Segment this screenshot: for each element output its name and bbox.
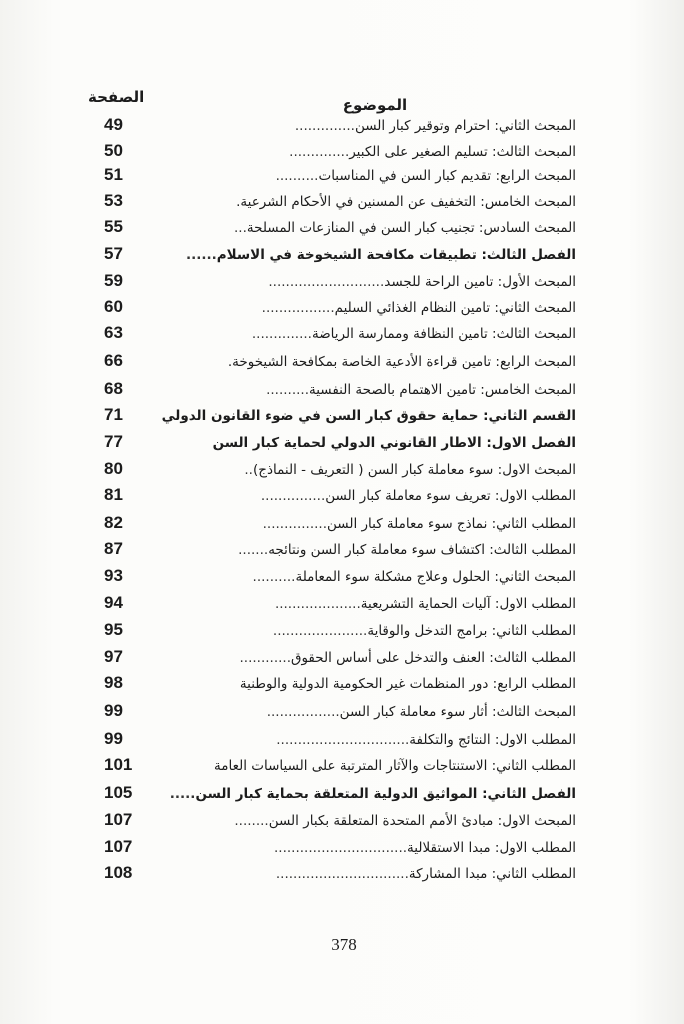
toc-entry-line [176,433,576,453]
toc-entry-page: 107 [104,837,133,856]
toc-entry-page: 107 [104,810,133,829]
toc-entry-title: المبحث الرابع: تامين قراءة الأدعية الخاصة بمكافحة الشيخوخة. [227,354,576,370]
toc-entry-leader-dots: ....... [238,542,269,558]
toc-entry [104,190,576,216]
toc-entry [104,484,576,510]
toc-entry [104,538,576,564]
toc-entry [104,164,576,190]
toc-entry-leader-dots: ................. [266,704,340,720]
toc-entry-line [176,486,576,506]
toc-entry [104,216,576,242]
toc-entry [104,431,576,457]
toc-entry-leader-dots: ............................... [275,866,409,882]
toc-entry-title: المبحث الاول: مبادئ الأمم المتحدة المتعلقة بكبار السن [268,813,576,829]
toc-entry [104,592,576,618]
toc-entry-page: 71 [104,405,123,424]
toc-entry-page: 93 [104,566,123,585]
toc-entry-title: المبحث الاول: سوء معاملة كبار السن ( التعريف - النماذج) [252,462,576,478]
toc-entry-title: المبحث الخامس: التخفيف عن المسنين في الأحكام الشرعية. [236,194,576,210]
toc-entry-leader-dots: ............ [239,650,291,666]
toc-entry [104,140,576,166]
toc-entry-title: المبحث السادس: تجنيب كبار السن في المنازعات المسلحة [246,220,576,236]
toc-entry-page: 87 [104,539,123,558]
toc-entry-title: المطلب الرابع: دور المنظمات غير الحكومية الدولية والوطنية [239,676,576,692]
toc-entry-line [176,756,576,776]
toc-entry-page: 66 [104,351,123,370]
toc-entry-line [176,298,576,318]
toc-entry [104,754,576,780]
toc-entry [104,728,576,754]
toc-entry-page: 82 [104,513,123,532]
page-column-header: الصفحة [88,88,145,106]
toc-entry [104,809,576,835]
toc-entry-title: المطلب الثاني: برامج التدخل والوقاية [367,623,576,639]
toc-entry [104,404,576,430]
toc-entry-line [176,648,576,668]
toc-entry-title: المطلب الاول: مبدا الاستقلالية [407,840,576,856]
toc-entry-title: المبحث الثالث: تسليم الصغير على الكبير [349,144,576,160]
toc-entry-leader-dots: .. [244,462,253,478]
toc-entry-leader-dots: .............. [294,118,355,134]
toc-entry-title: المطلب الثاني: الاستنتاجات والآثار المترتبة على السياسات العامة [214,758,576,774]
toc-entry-line [176,116,576,136]
toc-entry-leader-dots: ........ [234,813,269,829]
toc-entry-line [176,245,576,265]
toc-entry-leader-dots: ... [234,220,247,236]
toc-entry-title: المبحث الثاني: تامين النظام الغذائي السليم [334,300,576,316]
toc-entry-page: 97 [104,647,123,666]
toc-entry-title: المطلب الاول: النتائج والتكلفة [409,732,576,748]
toc-entry-page: 77 [104,432,123,451]
toc-entry-title: المبحث الثاني: الحلول وعلاج مشكلة سوء المعاملة [295,569,576,585]
toc-entry-line [176,567,576,587]
toc-entry-leader-dots: ............... [262,516,328,532]
toc-entry-title: المبحث الرابع: تقديم كبار السن في المناسبات [318,168,576,184]
toc-entry-leader-dots: .......... [252,569,296,585]
toc-entry [104,114,576,140]
toc-entry-title: الفصل الثالث: تطبيقات مكافحة الشيخوخة في الاسلام [216,247,576,263]
toc-entry-page: 50 [104,141,123,160]
topic-column-header: الموضوع [342,96,408,114]
toc-entry-leader-dots: ............... [260,488,326,504]
toc-entry-line [176,352,576,372]
toc-entry-leader-dots: .............. [251,326,312,342]
toc-entry [104,512,576,538]
toc-entry-leader-dots: .......... [266,382,309,398]
toc-entry-page: 80 [104,459,123,478]
toc-entry-line [176,838,576,858]
toc-entry-line [176,864,576,884]
toc-entry-leader-dots: .......... [275,168,319,184]
toc-entry-page: 68 [104,379,123,398]
toc-entry-page: 99 [104,729,123,748]
toc-entry [104,862,576,888]
toc-entry-line [176,674,576,694]
toc-entry-page: 81 [104,485,123,504]
toc-entry-page: 108 [104,863,133,882]
page-number: 378 [331,935,357,954]
toc-entry-leader-dots: ...................... [272,623,368,639]
toc-entry-page: 95 [104,620,123,639]
toc-entry [104,458,576,484]
toc-entry-page: 57 [104,244,123,263]
toc-entry-page: 101 [104,755,133,774]
toc-entry [104,243,576,269]
toc-entry [104,782,576,808]
toc-entry [104,836,576,862]
toc-entry [104,322,576,348]
toc-entry-title: المبحث الخامس: تامين الاهتمام بالصحة النفسية [309,382,576,398]
toc-entry-line [176,514,576,534]
toc-entry-line [176,218,576,238]
toc-entry-line [176,192,576,212]
toc-entry-title: المطلب الثاني: مبدا المشاركة [408,866,576,882]
toc-entry-title: المبحث الثاني: احترام وتوقير كبار السن [354,118,576,134]
toc-entry-leader-dots: ...... [185,247,217,263]
toc-entry-line [176,380,576,400]
toc-entry-page: 59 [104,271,123,290]
toc-entry-leader-dots: .................... [274,596,361,612]
toc-entry-title: المطلب الاول: آليات الحماية التشريعية [360,596,576,612]
toc-entry-page: 60 [104,297,123,316]
toc-entry-page: 63 [104,323,123,342]
toc-entry-page: 94 [104,593,123,612]
toc-entry-title: القسم الثاني: حماية حقوق كبار السن في ضوء القانون الدولي [161,408,576,424]
toc-entry-line [176,540,576,560]
toc-entry-leader-dots: ................. [261,300,335,316]
toc-entry-page: 99 [104,701,123,720]
toc-entry [104,350,576,376]
toc-entry-page: 51 [104,165,123,184]
toc-entry-line [176,460,576,480]
toc-entry [104,296,576,322]
toc-entry [104,270,576,296]
toc-entry-line [176,324,576,344]
toc-entry-title: المطلب الثالث: اكتشاف سوء معاملة كبار السن ونتائجه [268,542,576,558]
toc-entry-title: المبحث الثالث: تامين النظافة وممارسة الرياضة [311,326,576,342]
toc-entry [104,378,576,404]
toc-entry-leader-dots: ........................... [268,274,385,290]
toc-entry-title: المطلب الثالث: العنف والتدخل على أساس الحقوق [290,650,576,666]
toc-entry-page: 53 [104,191,123,210]
toc-entry [104,700,576,726]
toc-entry [104,646,576,672]
toc-entry [104,619,576,645]
toc-entry-leader-dots: ............................... [274,840,408,856]
toc-entry-leader-dots: ..... [169,786,196,802]
toc-entry-line [176,272,576,292]
toc-entry [104,672,576,698]
toc-entry-line [169,784,576,804]
toc-entry-line [176,621,576,641]
toc-entry-page: 98 [104,673,123,692]
toc-entry-line [176,142,576,162]
toc-entry-leader-dots: .............. [289,144,350,160]
toc-entry-line [176,730,576,750]
toc-entry-page: 105 [104,783,133,802]
toc-entry-title: المطلب الاول: تعريف سوء معاملة كبار السن [325,488,576,504]
toc-entry-line [176,166,576,186]
toc-entry-line [176,594,576,614]
toc-entry-leader-dots: ............................... [276,732,410,748]
toc-entry [104,565,576,591]
toc-entry-line [161,406,576,426]
toc-entry-line [176,811,576,831]
toc-entry-page: 55 [104,217,123,236]
toc-entry-title: المطلب الثاني: نماذج سوء معاملة كبار السن [327,516,576,532]
toc-entry-title: المبحث الأول: تامين الراحة للجسد [384,274,576,290]
toc-entry-title: المبحث الثالث: أثار سوء معاملة كبار السن [339,704,576,720]
toc-entry-page: 49 [104,115,123,134]
toc-entry-line [176,702,576,722]
toc-entry-title: الفصل الاول: الاطار القانوني الدولي لحماية كبار السن [212,435,576,451]
toc-entry-title: الفصل الثاني: المواثيق الدولية المتعلقة بحماية كبار السن [195,786,576,802]
